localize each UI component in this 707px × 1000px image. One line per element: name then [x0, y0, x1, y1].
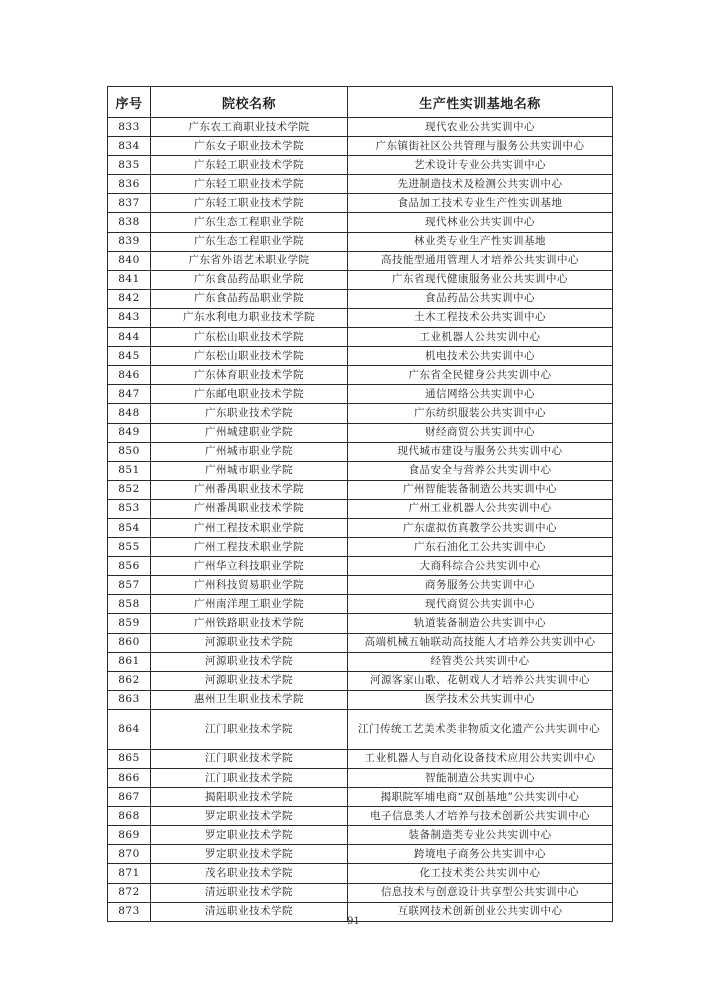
school-name-cell: 广州南洋理工职业学院 [151, 595, 348, 614]
table-row [108, 845, 613, 864]
table-row [108, 175, 613, 194]
school-name-cell: 广东轻工职业技术学院 [151, 175, 348, 194]
row-number-cell: 862 [108, 671, 151, 690]
row-number-cell: 863 [108, 690, 151, 709]
row-number-cell: 859 [108, 614, 151, 633]
school-name-cell: 广东省外语艺术职业学院 [151, 251, 348, 270]
row-number-cell: 845 [108, 347, 151, 366]
school-name-cell: 广东松山职业技术学院 [151, 347, 348, 366]
row-number-cell: 841 [108, 270, 151, 289]
row-number-cell: 854 [108, 518, 151, 537]
school-name-cell: 广州番禺职业技术学院 [151, 499, 348, 518]
training-base-cell: 现代林业公共实训中心 [348, 213, 613, 232]
table-row [108, 404, 613, 423]
header-base: 生产性实训基地名称 [348, 87, 613, 118]
training-base-cell: 食品药品公共实训中心 [348, 289, 613, 308]
row-number-cell: 865 [108, 749, 151, 768]
training-base-cell: 林业类专业生产性实训基地 [348, 232, 613, 251]
training-base-cell: 互联网技术创新创业公共实训中心 [348, 902, 613, 921]
training-base-cell: 高端机械五轴联动高技能人才培养公共实训中心 [348, 633, 613, 652]
row-number-cell: 846 [108, 366, 151, 385]
school-name-cell: 广州城市职业学院 [151, 461, 348, 480]
school-name-cell: 茂名职业技术学院 [151, 864, 348, 883]
school-name-cell: 广东食品药品职业学院 [151, 289, 348, 308]
table-row [108, 289, 613, 308]
school-name-cell: 广东水利电力职业技术学院 [151, 308, 348, 327]
school-name-cell: 河源职业技术学院 [151, 633, 348, 652]
row-number-cell: 835 [108, 156, 151, 175]
school-name-cell: 广州城建职业学院 [151, 423, 348, 442]
row-number-cell: 861 [108, 652, 151, 671]
row-number-cell: 836 [108, 175, 151, 194]
table-row [108, 232, 613, 251]
row-number-cell: 856 [108, 557, 151, 576]
training-base-cell: 江门传统工艺美术类非物质文化遗产公共实训中心 [348, 709, 613, 749]
table-row [108, 442, 613, 461]
table-row [108, 328, 613, 347]
school-name-cell: 江门职业技术学院 [151, 749, 348, 768]
training-base-cell: 智能制造公共实训中心 [348, 769, 613, 788]
training-base-cell: 财经商贸公共实训中心 [348, 423, 613, 442]
school-name-cell: 罗定职业技术学院 [151, 845, 348, 864]
table-row [108, 864, 613, 883]
row-number-cell: 839 [108, 232, 151, 251]
row-number-cell: 843 [108, 308, 151, 327]
row-number-cell: 842 [108, 289, 151, 308]
table-row [108, 538, 613, 557]
table-row [108, 366, 613, 385]
table-row [108, 499, 613, 518]
training-base-cell: 机电技术公共实训中心 [348, 347, 613, 366]
header-row [108, 87, 613, 118]
school-name-cell: 罗定职业技术学院 [151, 807, 348, 826]
school-name-cell: 广东生态工程职业学院 [151, 232, 348, 251]
training-base-cell: 现代商贸公共实训中心 [348, 595, 613, 614]
training-base-cell: 先进制造技术及检测公共实训中心 [348, 175, 613, 194]
school-name-cell: 广州科技贸易职业学院 [151, 576, 348, 595]
table-row [108, 194, 613, 213]
school-name-cell: 广东轻工职业技术学院 [151, 156, 348, 175]
table-row [108, 788, 613, 807]
row-number-cell: 860 [108, 633, 151, 652]
school-name-cell: 河源职业技术学院 [151, 652, 348, 671]
table-row [108, 883, 613, 902]
training-base-cell: 艺术设计专业公共实训中心 [348, 156, 613, 175]
training-base-cell: 广州工业机器人公共实训中心 [348, 499, 613, 518]
training-base-cell: 信息技术与创意设计共享型公共实训中心 [348, 883, 613, 902]
training-base-cell: 广东省现代健康服务业公共实训中心 [348, 270, 613, 289]
training-base-cell: 现代农业公共实训中心 [348, 118, 613, 137]
row-number-cell: 870 [108, 845, 151, 864]
training-base-cell: 工业机器人与自动化设备技术应用公共实训中心 [348, 749, 613, 768]
table-row [108, 652, 613, 671]
school-name-cell: 清远职业技术学院 [151, 883, 348, 902]
table-row [108, 251, 613, 270]
training-base-cell: 装备制造类专业公共实训中心 [348, 826, 613, 845]
table-row [108, 749, 613, 768]
row-number-cell: 864 [108, 709, 151, 749]
school-name-cell: 罗定职业技术学院 [151, 826, 348, 845]
row-number-cell: 867 [108, 788, 151, 807]
school-name-cell: 广东职业技术学院 [151, 404, 348, 423]
table-row [108, 671, 613, 690]
row-number-cell: 838 [108, 213, 151, 232]
training-base-cell: 商务服务公共实训中心 [348, 576, 613, 595]
table-row [108, 480, 613, 499]
table-row [108, 518, 613, 537]
school-name-cell: 河源职业技术学院 [151, 671, 348, 690]
school-name-cell: 广东食品药品职业学院 [151, 270, 348, 289]
row-number-cell: 872 [108, 883, 151, 902]
table-row [108, 347, 613, 366]
training-base-cell: 河源客家山歌、花朝戏人才培养公共实训中心 [348, 671, 613, 690]
school-name-cell: 清远职业技术学院 [151, 902, 348, 921]
row-number-cell: 852 [108, 480, 151, 499]
table-row [108, 385, 613, 404]
training-base-cell: 高技能型通用管理人才培养公共实训中心 [348, 251, 613, 270]
table-row [108, 690, 613, 709]
school-name-cell: 揭阳职业技术学院 [151, 788, 348, 807]
table-header [108, 87, 613, 118]
training-base-table [107, 86, 613, 922]
row-number-cell: 847 [108, 385, 151, 404]
row-number-cell: 840 [108, 251, 151, 270]
school-name-cell: 广东生态工程职业学院 [151, 213, 348, 232]
school-name-cell: 广东农工商职业技术学院 [151, 118, 348, 137]
training-base-cell: 工业机器人公共实训中心 [348, 328, 613, 347]
row-number-cell: 833 [108, 118, 151, 137]
training-base-cell: 食品安全与营养公共实训中心 [348, 461, 613, 480]
row-number-cell: 850 [108, 442, 151, 461]
table-row [108, 423, 613, 442]
training-base-cell: 跨境电子商务公共实训中心 [348, 845, 613, 864]
header-no: 序号 [108, 87, 151, 118]
table-row [108, 709, 613, 749]
training-base-cell: 广州智能装备制造公共实训中心 [348, 480, 613, 499]
training-base-cell: 电子信息类人才培养与技术创新公共实训中心 [348, 807, 613, 826]
school-name-cell: 广州番禺职业技术学院 [151, 480, 348, 499]
training-base-cell: 土木工程技术公共实训中心 [348, 308, 613, 327]
school-name-cell: 广东松山职业技术学院 [151, 328, 348, 347]
row-number-cell: 858 [108, 595, 151, 614]
table-row [108, 308, 613, 327]
training-base-cell: 揭职院军埔电商“双创基地”公共实训中心 [348, 788, 613, 807]
table-row [108, 595, 613, 614]
row-number-cell: 848 [108, 404, 151, 423]
training-base-cell: 经管类公共实训中心 [348, 652, 613, 671]
row-number-cell: 866 [108, 769, 151, 788]
table-row [108, 137, 613, 156]
table-row [108, 576, 613, 595]
row-number-cell: 857 [108, 576, 151, 595]
school-name-cell: 广东女子职业技术学院 [151, 137, 348, 156]
table-row [108, 769, 613, 788]
row-number-cell: 844 [108, 328, 151, 347]
header-school: 院校名称 [151, 87, 348, 118]
school-name-cell: 广州工程技术职业学院 [151, 538, 348, 557]
table-row [108, 826, 613, 845]
school-name-cell: 广州工程技术职业学院 [151, 518, 348, 537]
training-base-cell: 医学技术公共实训中心 [348, 690, 613, 709]
row-number-cell: 853 [108, 499, 151, 518]
training-base-cell: 轨道装备制造公共实训中心 [348, 614, 613, 633]
school-name-cell: 江门职业技术学院 [151, 709, 348, 749]
table-row [108, 213, 613, 232]
training-base-cell: 通信网络公共实训中心 [348, 385, 613, 404]
school-name-cell: 江门职业技术学院 [151, 769, 348, 788]
row-number-cell: 851 [108, 461, 151, 480]
table-row [108, 633, 613, 652]
table-body [108, 118, 613, 922]
row-number-cell: 871 [108, 864, 151, 883]
training-base-cell: 现代城市建设与服务公共实训中心 [348, 442, 613, 461]
row-number-cell: 868 [108, 807, 151, 826]
table-row [108, 807, 613, 826]
table-row [108, 614, 613, 633]
school-name-cell: 广州城市职业学院 [151, 442, 348, 461]
table-row [108, 118, 613, 137]
training-base-cell: 广东省全民健身公共实训中心 [348, 366, 613, 385]
table-row [108, 557, 613, 576]
row-number-cell: 849 [108, 423, 151, 442]
row-number-cell: 869 [108, 826, 151, 845]
training-base-cell: 广东虚拟仿真教学公共实训中心 [348, 518, 613, 537]
training-base-cell: 广东石油化工公共实训中心 [348, 538, 613, 557]
table-row [108, 156, 613, 175]
table-row [108, 270, 613, 289]
row-number-cell: 837 [108, 194, 151, 213]
school-name-cell: 广东轻工职业技术学院 [151, 194, 348, 213]
training-base-cell: 化工技术类公共实训中心 [348, 864, 613, 883]
row-number-cell: 834 [108, 137, 151, 156]
school-name-cell: 广东邮电职业技术学院 [151, 385, 348, 404]
table-row [108, 461, 613, 480]
school-name-cell: 广州铁路职业技术学院 [151, 614, 348, 633]
page-number: 91 [347, 916, 360, 927]
training-base-cell: 广东镇街社区公共管理与服务公共实训中心 [348, 137, 613, 156]
school-name-cell: 广东体育职业技术学院 [151, 366, 348, 385]
training-base-cell: 大商科综合公共实训中心 [348, 557, 613, 576]
training-base-cell: 食品加工技术专业生产性实训基地 [348, 194, 613, 213]
school-name-cell: 惠州卫生职业技术学院 [151, 690, 348, 709]
training-base-cell: 广东纺织服装公共实训中心 [348, 404, 613, 423]
row-number-cell: 873 [108, 902, 151, 921]
school-name-cell: 广州华立科技职业学院 [151, 557, 348, 576]
row-number-cell: 855 [108, 538, 151, 557]
